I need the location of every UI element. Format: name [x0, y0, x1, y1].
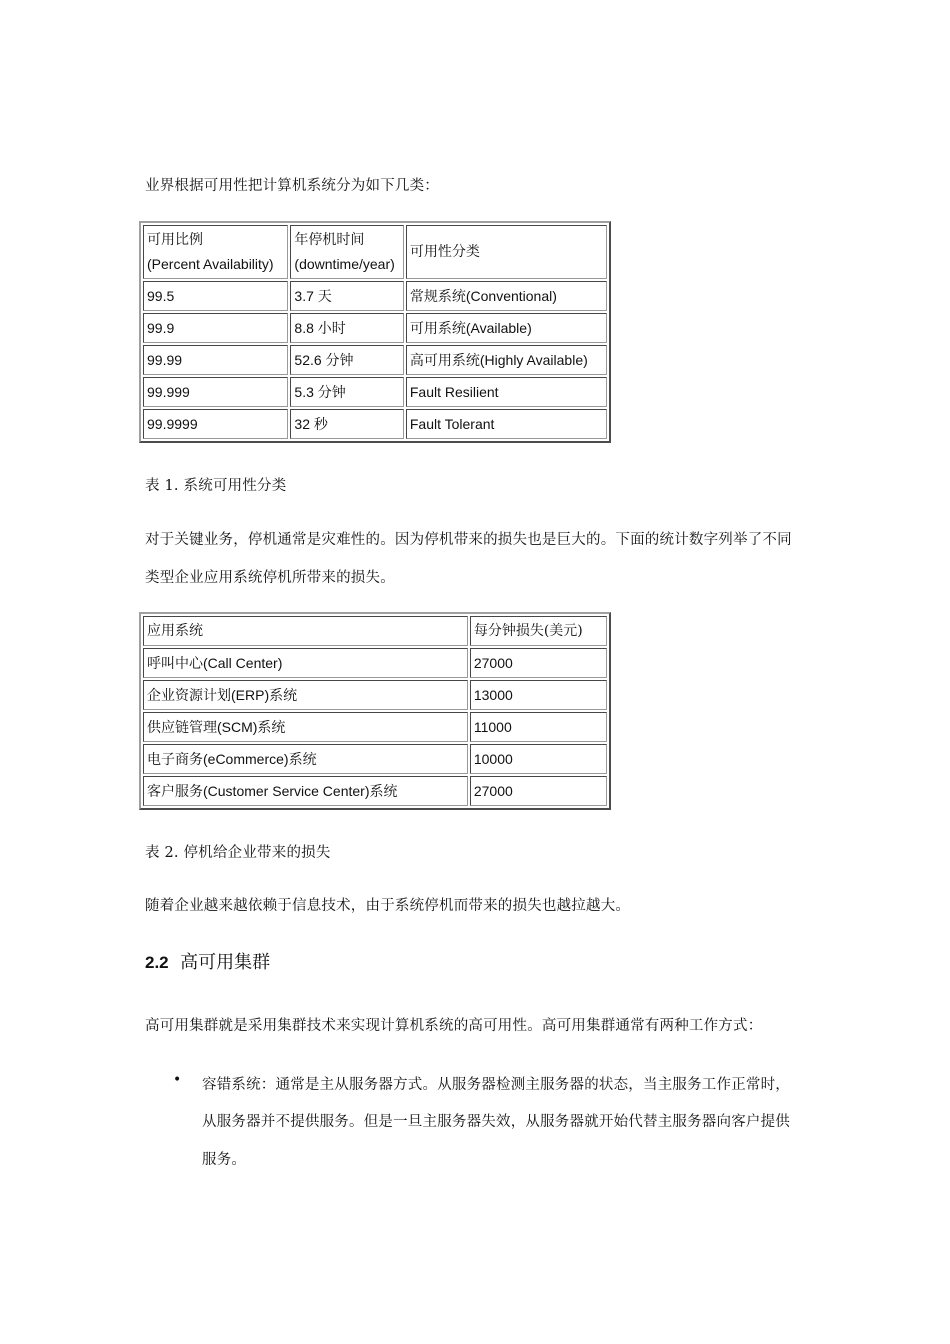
header-cell: [290, 225, 403, 279]
table-cell: 99.9999: [143, 409, 288, 439]
section-title: 高可用集群: [180, 952, 271, 973]
table-cell: 27000: [470, 648, 607, 678]
table-cell: Fault Resilient: [406, 377, 607, 407]
table-row: [143, 345, 607, 375]
intro-text: 业界根据可用性把计算机系统分为如下几类：: [145, 178, 439, 194]
header-line: (downtime/year): [294, 256, 395, 272]
table-cell: 客户服务(Customer Service Center)系统: [143, 776, 468, 806]
table2-caption: 表 2. 停机给企业带来的损失: [145, 845, 331, 861]
paragraph-text: 高可用集群就是采用集群技术来实现计算机系统的高可用性。高可用集群通常有两种工作方式：: [145, 1018, 763, 1034]
header-line: (Percent Availability): [147, 256, 274, 272]
table-cell: 3.7 天: [290, 281, 403, 311]
table-cell: 10000: [470, 744, 607, 774]
bullet-line: 服务。: [202, 1152, 247, 1168]
table-cell: 13000: [470, 680, 607, 710]
availability-table: [139, 221, 611, 443]
table-cell: 8.8 小时: [290, 313, 403, 343]
bullet-icon: •: [173, 1072, 182, 1088]
table-row: [143, 712, 607, 742]
table-row: [143, 744, 607, 774]
table-cell: 27000: [470, 776, 607, 806]
table-cell: 可用系统(Available): [406, 313, 607, 343]
section-heading: [145, 948, 270, 974]
bullet-line: 容错系统：通常是主从服务器方式。从服务器检测主服务器的状态，当主服务工作正常时，: [202, 1077, 790, 1093]
header-cell: 应用系统: [143, 616, 468, 646]
table-cell: 电子商务(eCommerce)系统: [143, 744, 468, 774]
header-line: 可用比例: [147, 232, 203, 248]
table-cell: 供应链管理(SCM)系统: [143, 712, 468, 742]
header-cell: 可用性分类: [406, 225, 607, 279]
section-number: 2.2: [145, 953, 169, 972]
table-row: [143, 648, 607, 678]
paragraph-line: 对于关键业务，停机通常是灾难性的。因为停机带来的损失也是巨大的。下面的统计数字列举了不同: [145, 532, 792, 548]
table-cell: 企业资源计划(ERP)系统: [143, 680, 468, 710]
bullet-line: 从服务器并不提供服务。但是一旦主服务器失效，从服务器就开始代替主服务器向客户提供: [202, 1114, 790, 1130]
table-header-row: [143, 225, 607, 279]
table-row: [143, 377, 607, 407]
table-cell: 5.3 分钟: [290, 377, 403, 407]
table-cell: 99.9: [143, 313, 288, 343]
table-cell: 99.99: [143, 345, 288, 375]
table-cell: 11000: [470, 712, 607, 742]
header-cell: [143, 225, 288, 279]
table-cell: Fault Tolerant: [406, 409, 607, 439]
table-cell: 99.5: [143, 281, 288, 311]
paragraph-line: 类型企业应用系统停机所带来的损失。: [145, 570, 395, 586]
table-cell: 99.999: [143, 377, 288, 407]
table-cell: 52.6 分钟: [290, 345, 403, 375]
table-header-row: [143, 616, 607, 646]
table-cell: 呼叫中心(Call Center): [143, 648, 468, 678]
paragraph-text: 随着企业越来越依赖于信息技术，由于系统停机而带来的损失也越拉越大。: [145, 898, 631, 914]
header-cell: 每分钟损失(美元): [470, 616, 607, 646]
table-row: [143, 313, 607, 343]
header-line: 年停机时间: [294, 232, 365, 248]
table-cell: 常规系统(Conventional): [406, 281, 607, 311]
table-cell: 32 秒: [290, 409, 403, 439]
table-row: [143, 680, 607, 710]
table1-caption: 表 1. 系统可用性分类: [145, 478, 287, 494]
table-cell: 高可用系统(Highly Available): [406, 345, 607, 375]
downtime-loss-table: [139, 612, 611, 810]
table-row: [143, 281, 607, 311]
table-row: [143, 409, 607, 439]
table-row: [143, 776, 607, 806]
